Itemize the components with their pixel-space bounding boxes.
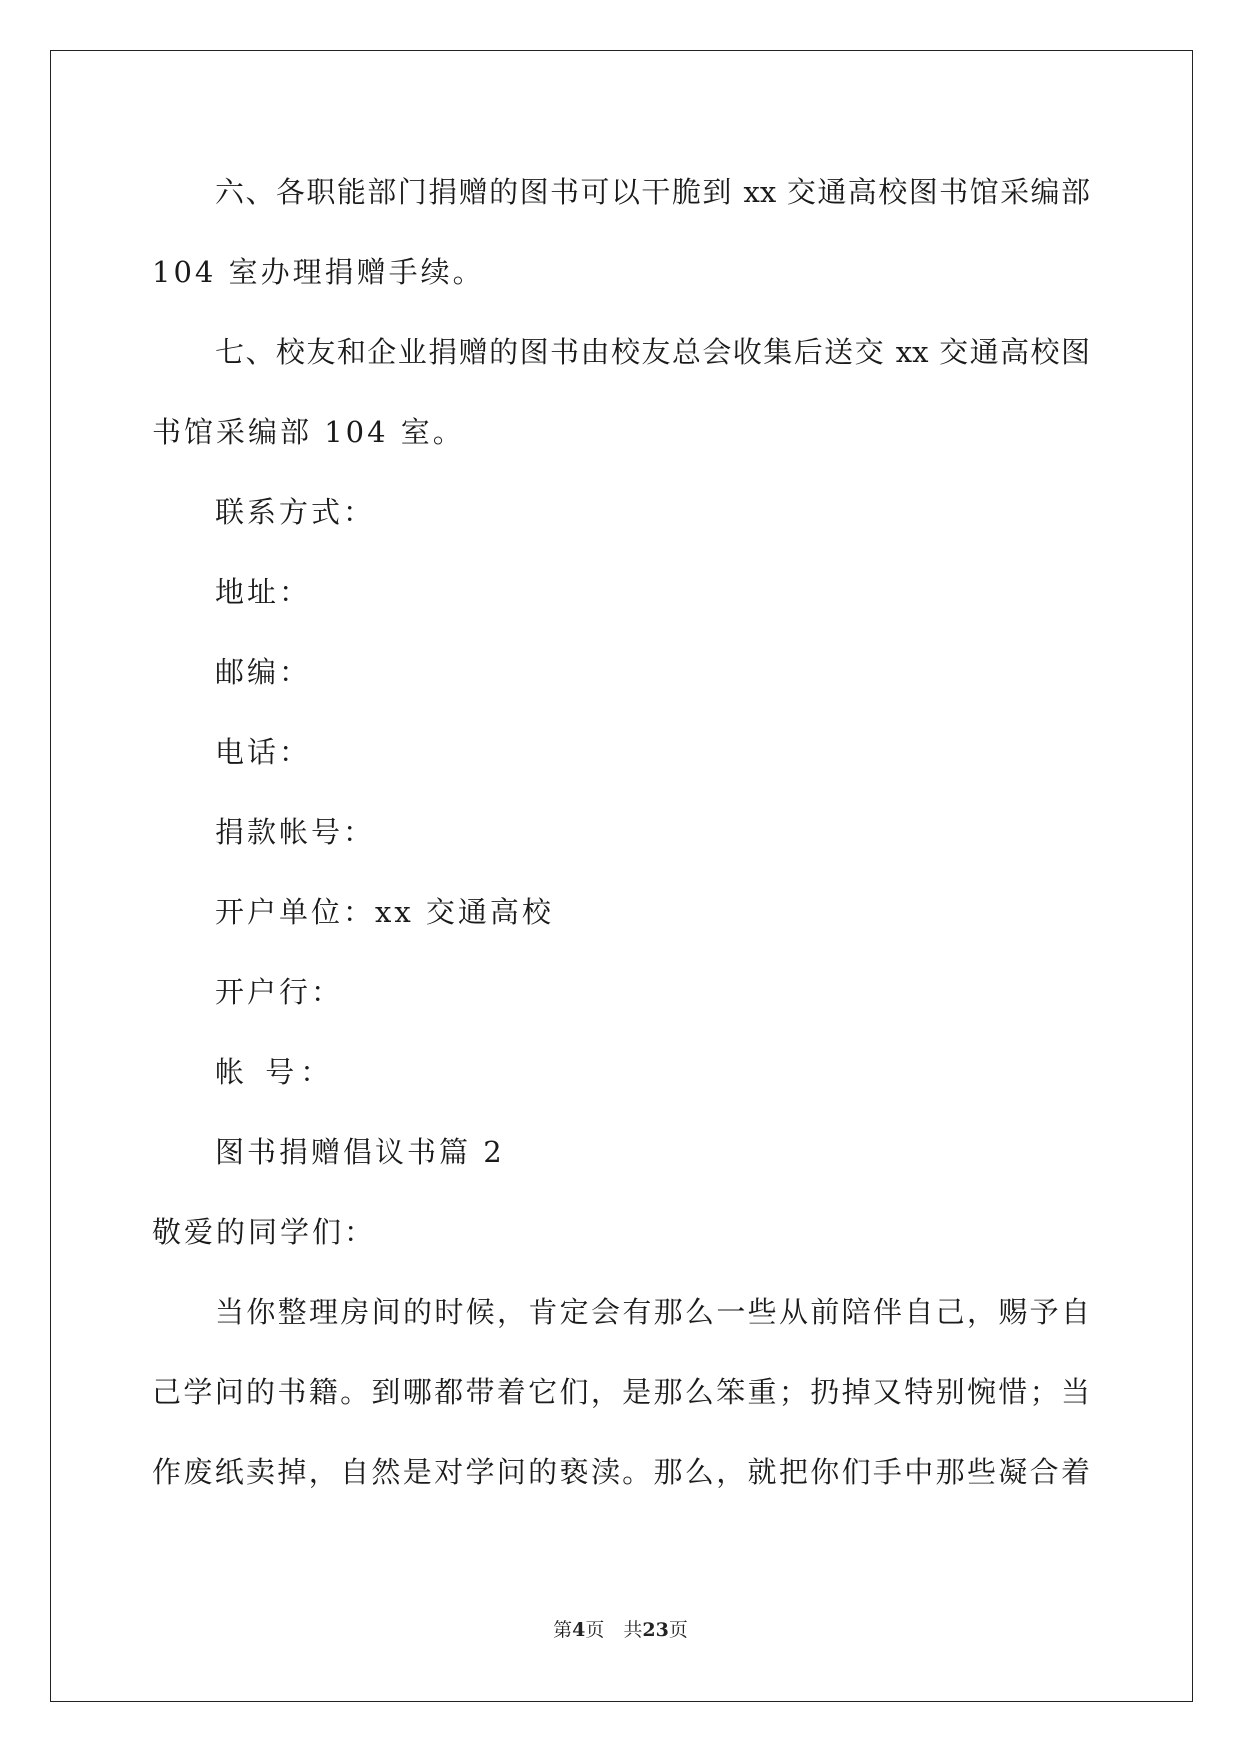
bank-label: 开户行：: [215, 975, 344, 1009]
address-label: 地址：: [215, 575, 312, 609]
account-number-label: 帐 号：: [215, 1055, 336, 1089]
page-mid: 页 共: [585, 1619, 643, 1641]
page-current: 4: [572, 1619, 586, 1641]
section-title: 图书捐赠倡议书篇 2: [215, 1135, 505, 1169]
paragraph-line: 作废纸卖掉，自然是对学问的亵渎。那么，就把你们手中那些凝合着: [152, 1455, 1090, 1489]
page-total: 23: [642, 1619, 669, 1641]
paragraph-line: 七、校友和企业捐赠的图书由校友总会收集后送交 xx 交通高校图: [215, 335, 1090, 369]
account-unit: 开户单位：xx 交通高校: [215, 895, 554, 929]
contact-heading: 联系方式：: [215, 495, 376, 529]
paragraph-line: 104 室办理捐赠手续。: [152, 255, 485, 289]
page-prefix: 第: [553, 1619, 573, 1641]
paragraph-line: 己学问的书籍。到哪都带着它们，是那么笨重；扔掉又特别惋惜；当: [152, 1375, 1090, 1409]
page-footer: [0, 1618, 1241, 1642]
phone-label: 电话：: [215, 735, 312, 769]
account-label: 捐款帐号：: [215, 815, 376, 849]
postcode-label: 邮编：: [215, 655, 312, 689]
paragraph-line: 当你整理房间的时候，肯定会有那么一些从前陪伴自己，赐予自: [215, 1295, 1090, 1329]
page-suffix: 页: [668, 1619, 688, 1641]
paragraph-line: 六、各职能部门捐赠的图书可以干脆到 xx 交通高校图书馆采编部: [215, 175, 1090, 209]
salutation: 敬爱的同学们：: [152, 1215, 377, 1249]
paragraph-line: 书馆采编部 104 室。: [152, 415, 465, 449]
